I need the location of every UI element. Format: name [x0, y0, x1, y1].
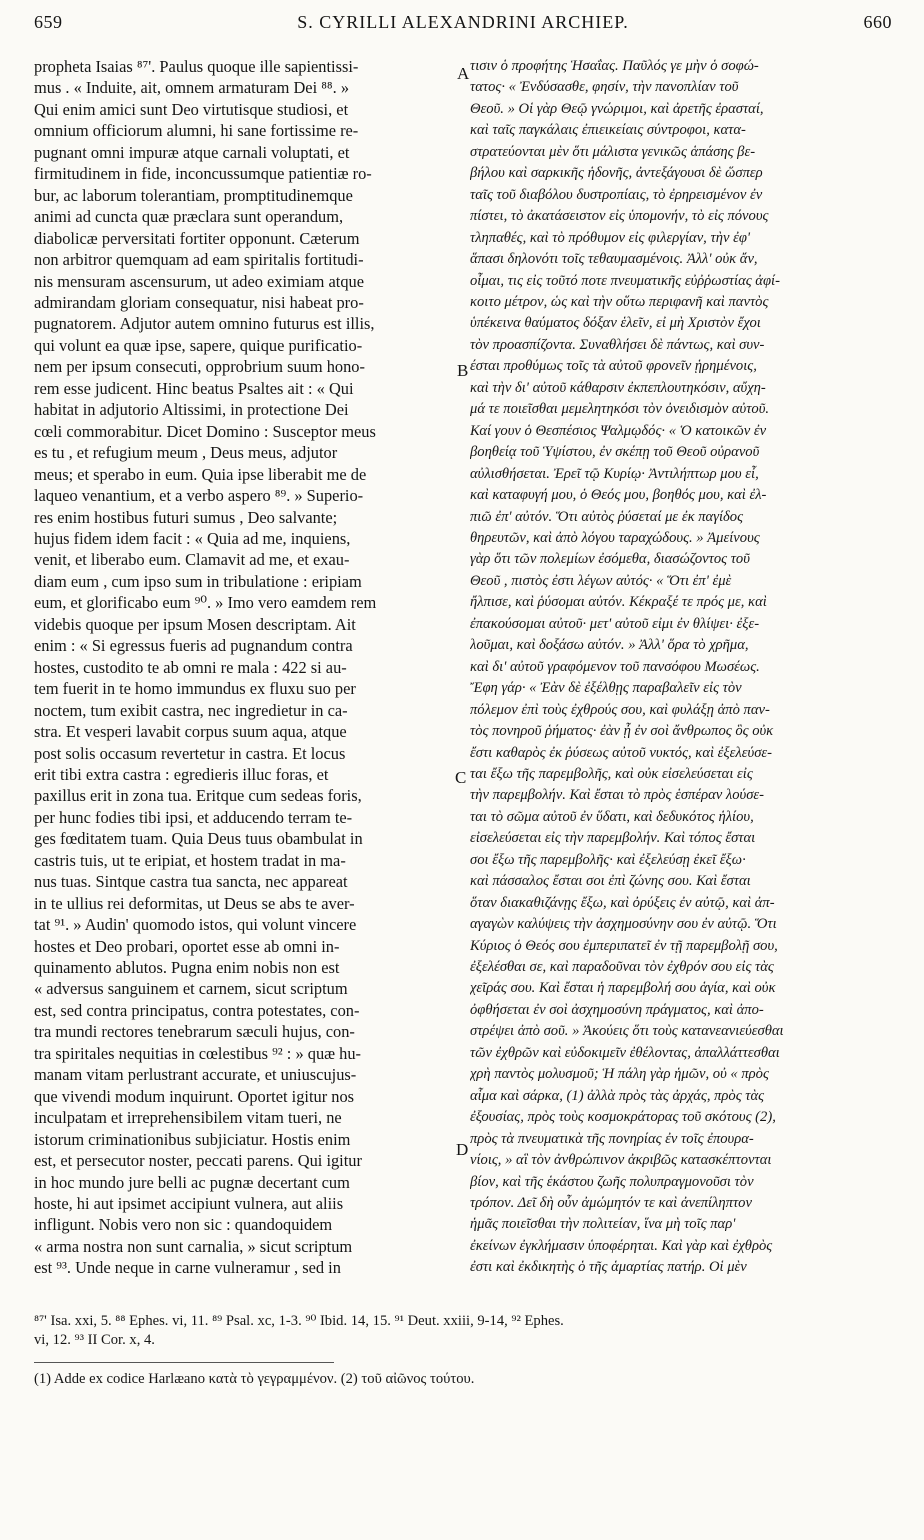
- latin-text-line: propheta Isaias ⁸⁷'. Paulus quoque ille sapientissi-: [34, 57, 359, 76]
- latin-text-line: tra spiritales nequitias in cœlestibus ⁹² : » quæ hu-: [34, 1043, 362, 1063]
- greek-text-line: στρατεύονται μὲν ὅτι μάλιστα γενικῶς ἁπάσης βε-: [470, 143, 756, 160]
- latin-text-line: est, sed contra principatus, contra potestates, con-: [34, 1000, 360, 1020]
- greek-text-line: πόλεμον ἐπὶ τοὺς ἐχθρούς σου, καὶ φυλάξῃ ἀπὸ παν-: [470, 701, 770, 718]
- greek-text-line: τληπαθές, καὶ τὸ πρόθυμον εἰς φιλεργίαν, τὴν ἐφ': [470, 229, 751, 246]
- greek-text-line: στρέψει ἀπὸ σοῦ. » Ἀκούεις ὅτι τοὺς κατανεανιεύεσθαι: [470, 1023, 784, 1040]
- latin-text-line: mus . « Induite, ait, omnem armaturam Dei ⁸⁸. »: [34, 78, 350, 98]
- greek-text-line: τατος· « Ἐνδύσασθε, φησίν, τὴν πανοπλίαν τοῦ: [470, 79, 739, 96]
- greek-text-line: τὸν προασπίζοντα. Συναθλήσει δὲ πάντως, καὶ συν-: [470, 336, 765, 353]
- greek-text-line: μά τε ποιεῖσθαι μεμελητηκόσι τὸν ὀνειδισμὸν αὐτοῦ.: [470, 401, 770, 418]
- section-marker-c: C: [455, 768, 467, 787]
- latin-text-line: ges fœditatem tuam. Quia Deus tuus obambulat in: [34, 829, 363, 849]
- latin-text-line: nem per ipsum consecuti, opprobrium suum hono-: [34, 357, 365, 377]
- latin-text-line: est, et persecutor noster, peccati parens. Qui igitur: [34, 1151, 362, 1171]
- greek-text-line: αὐλισθήσεται. Ἐρεῖ τῷ Κυρίῳ· Ἀντιλήπτωρ μου εἶ,: [470, 465, 759, 482]
- latin-text-line: per hunc fodies tibi ipsi, et adducendo terram te-: [34, 807, 353, 827]
- greek-text-line: ἤλπισε, καὶ ῥύσομαι αὐτόν. Κέκραξέ τε πρός με, καὶ: [470, 594, 767, 611]
- latin-text-line: hoste, hi aut ipsimet accipiunt vulnera, aut aliis: [34, 1194, 344, 1214]
- greek-text-line: χρὴ παντὸς μολυσμοῦ; Ἡ πάλη γὰρ ἡμῶν, οὐ « πρὸς: [470, 1066, 769, 1083]
- latin-text-line: erit tibi extra castra : egredieris illuc foras, et: [34, 764, 329, 784]
- greek-text-line: ἅπασι δηλονότι τοῖς τεθαυμασμένοις. Ἀλλ' οὐκ ἄν,: [470, 251, 758, 268]
- latin-text-line: paxillus erit in zona tua. Eritque cum sedeas foris,: [34, 786, 362, 806]
- greek-text-line: τρόπον. Δεῖ δὴ οὖν ἀμώμητόν τε καὶ ἀνεπίληπτον: [470, 1195, 752, 1212]
- greek-text-line: πίστει, τὸ ἀκατάσειστον εἰς ὑπομονήν, τὸ εἰς πόνους: [470, 208, 769, 225]
- greek-text-line: οἶμαι, τις εἰς τοῦτό ποτε πνευματικῆς εὐῤῥωστίας ἀφί-: [470, 272, 780, 289]
- greek-text-line: ἔστι καθαρὸς ἐκ ῥύσεως αὐτοῦ νυκτός, καὶ ἐξελεύσε-: [470, 744, 773, 761]
- latin-text-line: diam eum , cum ipso sum in tribulatione : eripiam: [34, 571, 362, 591]
- greek-text-line: ταῖς τοῦ διαβόλου δυστροπίαις, τὸ ἐρηρεισμένον ἐν: [470, 186, 763, 203]
- section-marker-a: A: [457, 64, 470, 83]
- greek-text-line: γὰρ ὅτι τῶν πολεμίων ἐσόμεθα, διασώζοντος τοῦ: [470, 551, 750, 568]
- note-line: (1) Adde ex codice Harlæano κατὰ τὸ γεγραμμένον. (2) τοῦ αἰῶνος τούτου.: [34, 1371, 475, 1387]
- footnote-divider: [34, 1362, 334, 1363]
- latin-text-line: omnium officiorum alumni, hi sane fortissime re-: [34, 121, 359, 141]
- page-number-right: 660: [863, 12, 892, 32]
- latin-column: [34, 56, 454, 1279]
- greek-text-line: πρὸς τὰ πνευματικὰ τῆς πονηρίας ἐν τοῖς ἐπουρα-: [470, 1130, 754, 1147]
- greek-text-line: ται ἔξω τῆς παρεμβολῆς, καὶ οὐκ εἰσελεύσεται εἰς: [470, 765, 753, 782]
- greek-text-line: λοῦμαι, καὶ δοξάσω αὐτόν. » Ἀλλ' ὅρα τὸ χρῆμα,: [470, 637, 749, 654]
- latin-text-line: est ⁹³. Unde neque in carne vulneramur , sed in: [34, 1258, 341, 1278]
- greek-text-line: θηρευτῶν, καὶ ἀπὸ λόγου ταραχώδους. » Ἀμείνους: [470, 529, 760, 546]
- latin-text-line: enim : « Si egressus fueris ad pugnandum contra: [34, 636, 353, 656]
- greek-text-line: εἰσελεύσεται εἰς τὴν παρεμβολήν. Καὶ τόπος ἔσται: [470, 830, 756, 847]
- greek-text-line: τὴν παρεμβολήν. Καὶ ἔσται τὸ πρὸς ἑσπέραν λούσε-: [470, 787, 765, 804]
- latin-text-line: rem esse judicent. Hinc beatus Psaltes ait : « Qui: [34, 378, 354, 398]
- latin-text-line: laqueo venantium, et a verbo aspero ⁸⁹. » Superio-: [34, 486, 364, 506]
- latin-text-line: diabolicæ perversitati fortiter opponunt. Cæterum: [34, 228, 360, 248]
- greek-text-line: ἐξελέσθαι σε, καὶ παραδοῦναι τὸν ἐχθρόν σου εἰς τὰς: [470, 959, 774, 976]
- running-header: [34, 12, 892, 42]
- greek-text-line: βοηθείᾳ τοῦ Ὑψίστου, ἐν σκέπῃ τοῦ Θεοῦ οὐρανοῦ: [470, 444, 760, 461]
- greek-text-line: τῶν ἐχθρῶν καὶ εὐδοκιμεῖν ἐθέλοντας, ἀπαλλάττεσθαι: [470, 1044, 780, 1061]
- section-marker-b: B: [457, 361, 469, 380]
- footnote-line: vi, 12. ⁹³ II Cor. x, 4.: [34, 1332, 155, 1348]
- latin-text-line: manam vitam perlustrant accurate, et uniuscujus-: [34, 1065, 357, 1085]
- latin-text-line: tem fuerit in te homo immundus ex fluxu suo per: [34, 679, 356, 699]
- latin-text-line: hostes et Deo probari, oportet esse ab omni in-: [34, 936, 340, 956]
- latin-text-line: pugnant omni impuræ atque carnali voluptati, et: [34, 142, 350, 162]
- latin-text-line: « adversus sanguinem et carnem, sicut scriptum: [34, 979, 348, 999]
- latin-text-line: non arbitror quemquam ad eam spiritalis fortitudi-: [34, 250, 364, 270]
- latin-text-line: stra. Et vesperi lavabit corpus suum aqua, atque: [34, 722, 347, 742]
- latin-text-line: hostes, custodito te ab omni re mala : 422 si au-: [34, 657, 347, 677]
- greek-text-line: καὶ ταῖς παγκάλαις ἐπιεικείαις σύντροφοι, κατα-: [470, 122, 746, 139]
- latin-text-line: Qui enim amici sunt Deo virtutisque studiosi, et: [34, 99, 349, 119]
- latin-text-line: in te ullius rei deformitas, ut Deus se abs te aver-: [34, 893, 355, 913]
- latin-text-line: « arma nostra non sunt carnalia, » sicut scriptum: [34, 1236, 353, 1256]
- greek-text-line: αἷμα καὶ σάρκα, (1) ἀλλὰ πρὸς τὰς ἀρχάς, πρὸς τὰς: [470, 1087, 765, 1104]
- latin-text-line: qui volunt ea quæ ipse, sapere, quique purificatio-: [34, 335, 363, 355]
- latin-text-line: eum, et glorificabo eum ⁹⁰. » Imo vero eamdem rem: [34, 593, 377, 613]
- latin-text-line: firmitudinem in fide, inconcussumque patientiæ ro-: [34, 164, 372, 184]
- greek-text-line: βήλου καὶ σαρκικῆς ἡδονῆς, ἀντεξάγουσι δὲ ὥσπερ: [470, 165, 763, 182]
- latin-text-line: es tu , et refugium meum , Deus meus, adjutor: [34, 443, 338, 463]
- latin-text-line: istorum criminationibus subjiciatur. Hostis enim: [34, 1129, 351, 1149]
- greek-text-line: Καί γουν ὁ Θεσπέσιος Ψαλμῳδός· « Ὁ κατοικῶν ἐν: [470, 422, 767, 439]
- greek-text-line: Θεοῦ. » Οἱ γὰρ Θεῷ γνώριμοι, καὶ ἀρετῆς ἐρασταί,: [470, 100, 764, 117]
- textual-notes: [34, 1370, 892, 1389]
- greek-text-line: ὀφθήσεται ἐν σοὶ ἀσχημοσύνη πράγματος, καὶ ἀπο-: [470, 1001, 764, 1018]
- latin-text-line: tra mundi rectores tenebrarum sæculi hujus, con-: [34, 1022, 355, 1042]
- greek-text-line: ὅταν διακαθιζάνῃς ἔξω, καὶ ὀρύξεις ἐν αὐτῷ, καὶ ἀπ-: [470, 894, 775, 911]
- latin-text-line: habitat in adjutorio Altissimi, in protectione Dei: [34, 400, 349, 420]
- latin-text-line: castris tuis, ut te eripiat, et hostem tradat in ma-: [34, 850, 346, 870]
- greek-text-line: σοι ἔξω τῆς παρεμβολῆς· καὶ ἐξελεύσῃ ἐκεῖ ἔξω·: [470, 851, 746, 868]
- greek-text-line: ἡμᾶς ποιεῖσθαι τὴν πολιτείαν, ἵνα μὴ τοῖς παρ': [470, 1216, 736, 1233]
- greek-text-line: Θεοῦ , πιστὸς ἐστι λέγων αὐτός· « Ὅτι ἐπ' ἐμὲ: [470, 572, 732, 589]
- greek-text-line: κοιτο μέτρον, ὡς καὶ τὴν οὕτω περιφανῆ καὶ παντὸς: [470, 293, 769, 310]
- greek-text-line: ἐστι καὶ ἐκδικητὴς ὁ τῆς ἁμαρτίας πατήρ. Οἱ μὲν: [470, 1259, 747, 1276]
- latin-text-line: quinamento ablutos. Pugna enim nobis non est: [34, 958, 340, 978]
- greek-text-line: καὶ πάσσαλος ἔσται σοι ἐπὶ ζώνης σου. Καὶ ἔσται: [470, 873, 751, 890]
- greek-text-line: ἐξουσίας, πρὸς τοὺς κοσμοκράτορας τοῦ σκότους (2),: [470, 1109, 776, 1126]
- greek-text-line: βίον, καὶ τῆς ἑκάστου ζωῆς πολυπραγμονοῦσι τὸν: [470, 1173, 754, 1190]
- latin-text-line: res enim hostibus futuri sumus , Deo salvante;: [34, 507, 338, 527]
- greek-text-line: έσται προθύμως τοῖς τὰ αὐτοῦ φρονεῖν ᾑρημένοις,: [470, 358, 757, 375]
- footnotes: [34, 1312, 892, 1350]
- latin-text-line: cœli commorabitur. Dicet Domino : Susceptor meus: [34, 421, 376, 441]
- greek-text-line: ὑπέκεινα θαύματος δόξαν ἑλεῖν, εἰ μὴ Χριστὸν ἔχοι: [470, 315, 761, 332]
- latin-text-line: admirandam gloriam consequatur, nisi habeat pro-: [34, 292, 364, 312]
- latin-text-line: venit, et liberabo eum. Clamavit ad me, et exau-: [34, 550, 350, 570]
- greek-text-line: καὶ καταφυγή μου, ὁ Θεός μου, βοηθός μου, καὶ ἐλ-: [470, 487, 767, 504]
- latin-text-line: nus tuas. Sintque castra tua sancta, nec appareat: [34, 872, 348, 892]
- greek-text-line: Ἔφη γάρ· « Ἐὰν δὲ ἐξέλθῃς παραβαλεῖν εἰς τὸν: [470, 680, 742, 697]
- latin-text-line: animi ad cuncta quæ præclara sunt operandum,: [34, 207, 344, 227]
- greek-text-line: αγαγὼν καλύψεις τὴν ἀσχημοσύνην σου ἐν αὐτῷ. Ὅτι: [470, 916, 777, 933]
- greek-text-line: ἐκείνων ἐγκλήμασιν ὑποφέρηται. Καὶ γὰρ καὶ ἐχθρὸς: [470, 1237, 773, 1254]
- greek-column: [470, 56, 890, 1279]
- greek-text-line: τισιν ὁ προφήτης Ἡσαΐας. Παῦλός γε μὴν ὁ σοφώ-: [470, 58, 759, 74]
- greek-text-line: χεῖράς σου. Καὶ ἔσται ἡ παρεμβολή σου ἁγία, καὶ οὐκ: [470, 980, 776, 997]
- greek-text-line: ἐπακούσομαι αὐτοῦ· μετ' αὐτοῦ εἰμι ἐν θλίψει· ἐξε-: [470, 615, 760, 632]
- latin-text-line: in hoc mundo jure belli ac pugnæ decertant cum: [34, 1172, 350, 1192]
- greek-text-line: Κύριος ὁ Θεός σου ἐμπεριπατεῖ ἐν τῇ παρεμβολῇ σου,: [470, 937, 778, 954]
- running-title: S. CYRILLI ALEXANDRINI ARCHIEP.: [297, 12, 629, 32]
- greek-text-line: νίοις, » αἳ τὸν ἀνθρώπινον ἀκριβῶς κατασκέπτονται: [470, 1152, 772, 1169]
- latin-text-line: inculpatam et irreprehensibilem vitam tueri, ne: [34, 1108, 342, 1128]
- latin-text-line: meus; et sperabo in eum. Quia ipse liberabit me de: [34, 464, 367, 484]
- greek-text-line: τὸς πονηροῦ ῥήματος· ἐὰν ᾖ ἐν σοὶ ἄνθρωπος ὃς οὐκ: [470, 723, 774, 740]
- latin-text-line: tat ⁹¹. » Audin' quomodo istos, qui volunt vincere: [34, 915, 357, 935]
- latin-text-line: videbis quoque per ipsum Mosen descriptam. Ait: [34, 614, 356, 634]
- latin-text-line: pugnatorem. Adjutor autem omnino futurus est illis,: [34, 314, 375, 334]
- latin-text-line: hujus fidem idem facit : « Quia ad me, inquiens,: [34, 528, 351, 548]
- greek-text-line: καὶ δι' αὐτοῦ γραφόμενον τοῦ πανσόφου Μωσέως.: [470, 658, 760, 675]
- page-number-left: 659: [34, 12, 63, 32]
- latin-text-line: que vivendi modum inquirunt. Oportet igitur nos: [34, 1086, 355, 1106]
- latin-text-line: infligunt. Nobis vero non sic : quandoquidem: [34, 1215, 333, 1235]
- greek-text-line: ται τὸ σῶμα αὐτοῦ ἐν ὕδατι, καὶ δεδυκότος ἡλίου,: [470, 808, 754, 825]
- footnote-line: ⁸⁷' Isa. xxi, 5. ⁸⁸ Ephes. vi, 11. ⁸⁹ Psal. xc, 1-3. ⁹⁰ Ibid. 14, 15. ⁹¹ Deut. xxiii, 9-14, ⁹² Ephes.: [34, 1313, 564, 1329]
- latin-text-line: bur, ac laborum tolerantiam, promptitudinemque: [34, 185, 353, 205]
- latin-text-line: noctem, tum exibit castra, nec ingredietur in ca-: [34, 700, 348, 720]
- latin-text-line: post solis occasum revertetur in castra. Et locus: [34, 743, 346, 763]
- latin-text-line: nis mensuram ascensurum, ut adeo eximiam atque: [34, 271, 364, 291]
- greek-text-line: καὶ τὴν δι' αὐτοῦ κάθαρσιν ἐκπεπλουτηκόσιν, αὔχη-: [470, 379, 766, 396]
- section-marker-d: D: [456, 1140, 469, 1159]
- greek-text-line: πιῶ ἐπ' αὐτόν. Ὅτι αὐτὸς ῥύσεταί με ἐκ παγίδος: [470, 508, 743, 525]
